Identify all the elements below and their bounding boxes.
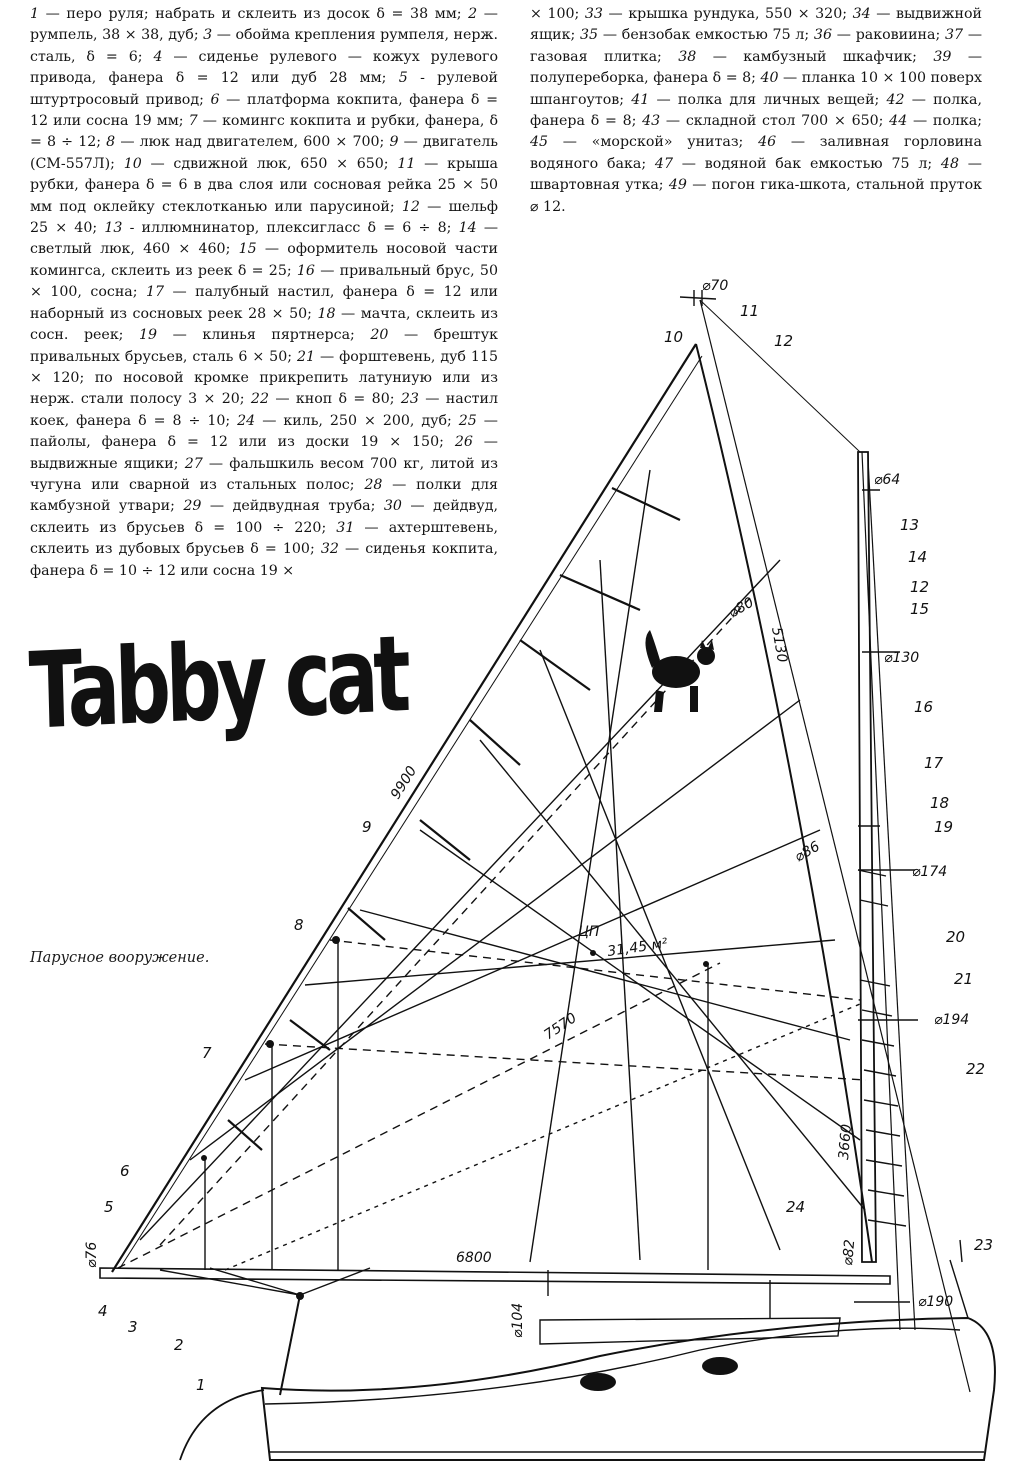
- part-label-14: 14: [908, 548, 928, 566]
- part-label-17: 17: [924, 754, 944, 772]
- legend-item-text: — выдвижные ящики;: [30, 434, 498, 472]
- legend-item-text: — форштевень, дуб 115 × 120; по носовой кромке прикрепить латуниую или из нерж. стали полосу 3 × 20;: [30, 348, 498, 408]
- porthole-1: [580, 1373, 616, 1391]
- mast-back: [862, 452, 900, 1330]
- dim-5130: 5130: [768, 625, 791, 664]
- part-label-4: 4: [98, 1302, 108, 1320]
- dia-64: ⌀64: [874, 472, 901, 488]
- part-label-15: 15: [910, 600, 930, 618]
- legend-item-number: 8: [106, 134, 116, 151]
- dim-3660: 3660: [836, 1123, 856, 1161]
- legend-item-number: 23: [400, 391, 419, 408]
- legend-item-text: — клинья пяртнерса;: [157, 327, 371, 344]
- legend-item-text: — настил коек, фанера δ = 8 ÷ 10;: [30, 391, 498, 429]
- part-label-21: 21: [954, 970, 974, 988]
- legend-item-text: — двигатель (СМ-557Л);: [30, 134, 498, 172]
- legend-item-number: 34: [852, 6, 871, 22]
- part-label-12-top: 12: [774, 332, 794, 350]
- legend-item-text: — сиденья кокпита, фанера δ = 10 ÷ 12 или сосна 19 ×: [30, 541, 498, 579]
- legend-item-text: — шельф 25 × 40;: [30, 198, 499, 237]
- legend-item-text: — сиденье рулевого — кожух рулевого привода, фанера δ = 12 или дуб 28 мм;: [30, 48, 498, 87]
- legend-item-text: — комингс кокпита и рубки, фанера, δ = 8 ÷ 12;: [30, 113, 498, 151]
- dim-line-9900: [330, 940, 860, 1000]
- part-label-16: 16: [914, 698, 934, 716]
- legend-item-text: — полки для камбузной утвари;: [30, 476, 499, 515]
- legend-item-number: 25: [458, 412, 477, 429]
- topping-line: [700, 300, 860, 452]
- legend-item-number: 2: [468, 6, 478, 22]
- legend-item-text: — пайолы, фанера δ = 12 или из доски 19 × 150;: [30, 412, 498, 451]
- legend-item-number: 22: [250, 391, 269, 408]
- dia-104: ⌀104: [510, 1302, 526, 1338]
- legend-item-number: 35: [580, 27, 599, 44]
- legend-item-number: 10: [123, 155, 142, 172]
- legend-item-text: — фальшкиль весом 700 кг, литой из чугуна или сварной из стальных полос;: [30, 455, 498, 493]
- legend-item-number: 31: [336, 519, 355, 536]
- legend-item-number: 37: [945, 27, 964, 44]
- legend-item-number: 21: [296, 348, 316, 365]
- part-label-23: 23: [974, 1236, 994, 1254]
- legend-item-text: — крыша рубки, фанера δ = 6 в два слоя или сосновая рейка 25 × 50 мм под оклейку стеклотканью или парусиной;: [30, 155, 498, 215]
- black-cat-icon: [645, 630, 715, 712]
- part-label-20: 20: [946, 928, 966, 946]
- legend-item-text: — румпель, 38 × 38, дуб;: [30, 6, 498, 44]
- part-label-2: 2: [174, 1336, 184, 1354]
- legend-item-number: 42: [886, 91, 905, 108]
- legend-item-number: 3: [203, 27, 213, 44]
- legend-item-text: — крышка рундука, 550 × 320;: [602, 6, 853, 22]
- legend-item-text: — обойма крепления румпеля, нерж. сталь, δ = 6;: [30, 27, 498, 65]
- legend-item-number: 4: [153, 48, 163, 65]
- part-label-10: 10: [664, 328, 684, 346]
- legend-item-number: 44: [889, 113, 908, 130]
- legend-item-number: 19: [139, 327, 158, 344]
- dim-9900: 9900: [387, 763, 421, 803]
- legend-item-number: 24: [237, 412, 256, 429]
- legend-item-text: — полка;: [907, 113, 983, 130]
- legend-item-text: — швартовная утка;: [530, 155, 982, 194]
- legend-item-number: 17: [146, 284, 165, 301]
- legend-item-text: — камбузный шкафчик;: [696, 48, 934, 65]
- legend-item-number: 1: [30, 6, 40, 22]
- legend-item-number: 33: [584, 6, 603, 22]
- legend-item-text: - рулевой штуртросовый привод;: [30, 70, 498, 108]
- legend-item-number: 36: [813, 27, 832, 44]
- sail-area-label: 31,45 м²: [606, 935, 669, 960]
- dia-86: ⌀86: [792, 838, 823, 866]
- legend-item-text: — полупереборка, фанера δ = 8;: [530, 48, 983, 87]
- legend-item-text: — брештук привальных брусьев, сталь 6 × 50;: [30, 327, 498, 365]
- part-label-7: 7: [202, 1044, 212, 1062]
- legend-item-text: — «морской» унитаз;: [548, 134, 759, 151]
- forestay: [700, 300, 970, 1392]
- legend-item-number: 12: [401, 198, 420, 215]
- legend-item-number: 20: [370, 327, 389, 344]
- legend-item-text: — планка 10 × 100 поверх шпангоутов;: [530, 70, 982, 108]
- legend-item-number: 16: [296, 262, 315, 279]
- legend-item-text: — перо руля; набрать и склеить из досок δ = 38 мм;: [39, 6, 469, 22]
- legend-item-number: 47: [654, 155, 673, 172]
- legend-item-number: 9: [389, 134, 399, 151]
- legend-item-text: — люк над двигателем, 600 × 700;: [115, 134, 390, 151]
- legend-item-text: — газовая плитка;: [530, 27, 983, 65]
- legend-item-number: 45: [530, 134, 549, 151]
- legend-item-text: — заливная горловина водяного бака;: [530, 134, 982, 172]
- part-label-5: 5: [104, 1198, 114, 1216]
- legend-item-text: — кноп δ = 80;: [268, 391, 401, 408]
- legend-item-number: 13: [104, 220, 123, 237]
- legend-item-number: 26: [454, 434, 473, 451]
- part-label-8: 8: [294, 916, 304, 934]
- legend-item-number: 39: [933, 48, 952, 65]
- legend-item-text: — светлый люк, 460 × 460;: [30, 220, 499, 258]
- legend-item-number: 40: [760, 70, 779, 87]
- legend-item-number: 18: [317, 305, 336, 322]
- cabin-top: [540, 1318, 840, 1344]
- legend-item-text: — полка, фанера δ = 8;: [530, 91, 982, 130]
- legend-item-text: — выдвижной ящик;: [530, 6, 982, 44]
- legend-item-text: — водяной бак емкостью 75 л;: [672, 155, 941, 172]
- dia-82: ⌀82: [840, 1238, 859, 1267]
- dia-190: ⌀190: [918, 1294, 954, 1310]
- dim-7570: 7570: [541, 1010, 580, 1044]
- dia-70: ⌀70: [702, 278, 729, 294]
- legend-item-number: 28: [364, 476, 383, 493]
- legend-item-number: 7: [188, 113, 198, 130]
- part-label-9: 9: [362, 818, 372, 836]
- legend-item-text: — сдвижной люк, 650 × 650;: [141, 155, 398, 172]
- part-label-3: 3: [128, 1318, 138, 1336]
- dia-174: ⌀174: [912, 864, 948, 880]
- legend-item-text: — раковиина;: [831, 27, 945, 44]
- legend-item-number: 41: [631, 91, 650, 108]
- dim-6800: 6800: [456, 1250, 492, 1266]
- part-label-19: 19: [934, 818, 954, 836]
- dia-194: ⌀194: [934, 1012, 970, 1028]
- hull: [262, 1318, 995, 1460]
- part-label-22: 22: [966, 1060, 986, 1078]
- legend-item-number: 14: [458, 220, 477, 237]
- part-label-18: 18: [930, 794, 950, 812]
- legend-item-text: — складной стол 700 × 650;: [660, 113, 890, 130]
- legend-item-number: 6: [210, 91, 220, 108]
- part-label-12-mid: 12: [910, 578, 930, 596]
- legend-item-number: 27: [184, 455, 203, 472]
- legend-item-text: — привальный брус, 50 × 100, сосна;: [30, 262, 498, 301]
- part-label-1: 1: [196, 1376, 206, 1394]
- dia-130: ⌀130: [884, 650, 920, 666]
- legend-item-number: 30: [383, 498, 402, 515]
- legend-item-text: — погон гика-шкота, стальной пруток ⌀ 12.: [530, 177, 982, 215]
- legend-item-text: — ахтерштевень, склеить из дубовых брусьев δ = 100;: [30, 519, 498, 558]
- mainsheet: [160, 1268, 370, 1295]
- deck-line: [265, 1328, 960, 1404]
- dia-76: ⌀76: [84, 1241, 100, 1268]
- legend-item-text: — бензобак емкостью 75 л;: [598, 27, 814, 44]
- legend-item-number: 43: [642, 113, 661, 130]
- legend-item-number: 48: [940, 155, 959, 172]
- legend-item-number: 46: [758, 134, 777, 151]
- legend-item-text: — полка для личных вещей;: [649, 91, 887, 108]
- legend-item-number: 15: [238, 241, 257, 258]
- legend-item-number: 49: [668, 177, 687, 194]
- legend-item-text: — оформитель носовой части комингса, склеить из реек δ = 25;: [30, 241, 499, 279]
- legend-item-text: — киль, 250 × 200, дуб;: [255, 412, 459, 429]
- legend-item-number: 29: [183, 498, 202, 515]
- sail-luff-gaff: [112, 344, 696, 1272]
- dia-80: ⌀80: [726, 594, 757, 622]
- legend-item-number: 5: [398, 70, 408, 87]
- tabby-cat-logo: Tabby cat: [27, 614, 408, 754]
- porthole-2: [702, 1357, 738, 1375]
- legend-item-number: 32: [320, 541, 339, 558]
- part-label-6: 6: [120, 1162, 130, 1180]
- tiller: [280, 1295, 300, 1395]
- part-label-11: 11: [740, 302, 760, 320]
- legend-item-text: — палубный настил, фанера δ = 12 или наборный из сосновых реек 28 × 50;: [30, 284, 499, 322]
- part-label-24: 24: [786, 1198, 806, 1216]
- legend-item-text: — дейдвудная труба;: [201, 498, 384, 515]
- rudder: [180, 1390, 264, 1460]
- legend-item-text: - иллюмнинатор, плексигласс δ = 6 ÷ 8;: [122, 220, 459, 237]
- legend-item-text: — дейдвуд, склеить из брусьев δ = 100 ÷ 220;: [30, 498, 498, 536]
- legend-item-text: — платформа кокпита, фанера δ = 12 или сосна 19 мм;: [30, 91, 498, 130]
- legend-item-text: × 100;: [530, 6, 585, 22]
- part-label-13: 13: [900, 516, 920, 534]
- legend-item-number: 11: [397, 155, 416, 172]
- legend-item-number: 38: [678, 48, 697, 65]
- center-of-effort-label: ЦП: [578, 924, 600, 940]
- legend-item-text: — мачта, склеить из сосн. реек;: [30, 305, 498, 344]
- figure-caption: Парусное вооружение.: [30, 950, 210, 966]
